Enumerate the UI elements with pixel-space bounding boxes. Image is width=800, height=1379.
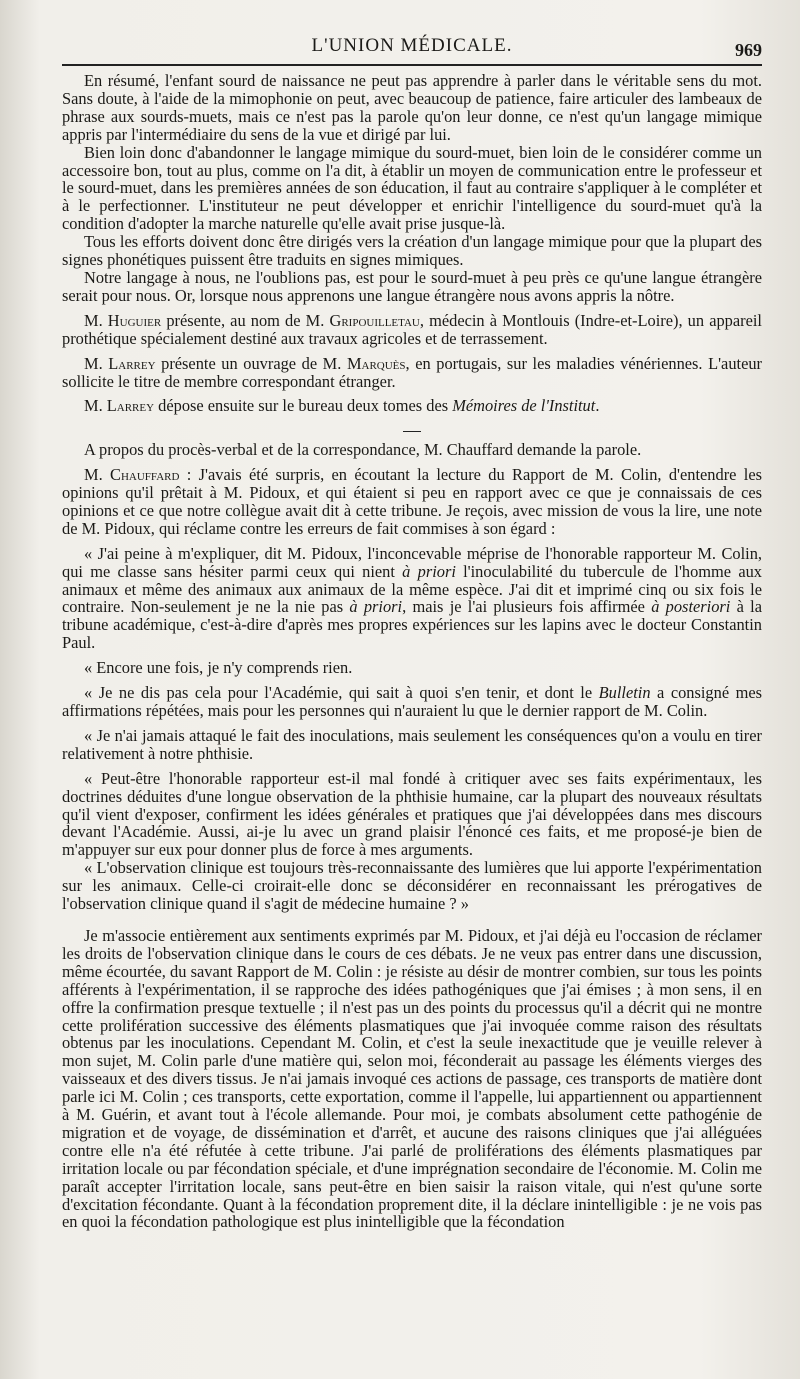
paragraph-16: Je m'associe entièrement aux sentiments exprimés par M. Pidoux, et j'ai déjà eu l'occasion de réclamer les droits de l'observation clinique dans le cours de ces débats. Je ne veux pas entrer dans une discussion, même écourtée, du savant Rapport de M. Colin : je résiste au désir de montrer combien, sur tous les points afférents à l'expérimentation, il se rapproche des idées pathogéniques que j'ai émises ; à mon sens, il en offre la confirmation presque textuelle ; il n'est pas un des points du processus qu'il a décrit qui ne montre cette prolifération successive des éléments plasmatiques que j'ai invoquée comme raison des résultats obtenus par les inoculations. Cependant M. Colin, et c'est la seule inexactitude que je veuille relever à mon sujet, M. Colin parle d'une matière qui, selon moi, féconderait au passage les éléments vierges des vaisseaux et des divers tissus. Je n'ai jamais invoqué ces actions de passage, ces transports de matière dont parle ici M. Colin ; ces transports, cette exportation, comme il l'appelle, lui appartiennent ou appartiennent à M. Guérin, et avant tout à l'école allemande. Pour moi, je combats absolument cette pathogénie de migration et de voyage, de dissémination et d'arrêt, et aucune des raisons cliniques que j'ai alléguées contre elle n'a été réfutée à cette tribune. J'ai parlé de proliférations des éléments plasmatiques par irritation locale ou par fécondation spéciale, et d'une imprégnation secondaire de l'économie. M. Colin me paraît accepter l'irritation locale, sans peut-être en bien saisir la raison vitale, qui n'est qu'une sorte d'excitation fécondante. Quant à la fécondation proprement dite, il la déclare inintelligible : je ne vois pas en quoi la fécondation pathologique est plus inintelligible que la fécondation xyxy=(62,925,762,1232)
paragraph-11: « Encore une fois, je n'y comprends rien. xyxy=(84,658,353,678)
speaker-name: M. Huguier xyxy=(84,310,162,330)
paragraph-9 xyxy=(62,466,762,538)
paragraph-12 xyxy=(62,684,762,720)
speaker-name: M. Chauffard xyxy=(84,465,180,485)
speaker-name: M. Larrey xyxy=(84,396,155,416)
paragraph-text: l'inoculabilité du tubercule de l'homme aux animaux et même des animaux aux animaux de la même espèce. J'ai dit et imprimé cinq ou six fois le contraire. Non-seulement je ne la nie pas xyxy=(62,561,762,617)
paragraph-1: En résumé, l'enfant sourd de naissance ne peut pas apprendre à parler dans le véritable sens du mot. Sans doute, à l'aide de la mimophonie on peut, avec beaucoup de patience, faire articuler des lambeaux de phrase aux sourds-muets, mais ce n'est pas la parole qu'on leur donne, ce n'est qu'un langage mimique appris par l'intermédiaire du sens de la vue et dirigé par lui. xyxy=(62,71,762,144)
paragraph-15: « L'observation clinique est toujours très-reconnaissante des lumières que lui apporte l'expérimentation sur les animaux. Celle-ci croirait-elle donc se déconsidérer en reconnaissant les prérogatives de l'observation clinique quand il s'agit de médecine humaine ? » xyxy=(62,858,762,914)
paragraph-text: , mais je l'ai plusieurs fois affirmée xyxy=(402,597,652,617)
paragraph-7 xyxy=(62,397,762,415)
paragraph-text: . xyxy=(595,396,600,416)
italic-term: à posteriori xyxy=(651,597,731,617)
paragraph-3: Tous les efforts doivent donc être dirigés vers la création d'un langage mimique pour que la plupart des signes phonétiques puissent être traduits en signes mimiques. xyxy=(62,232,762,270)
paragraph-6 xyxy=(62,355,762,391)
paragraph-4: Notre langage à nous, ne l'oublions pas, est pour le sourd-muet à peu près ce qu'une langue étrangère serait pour nous. Or, lorsque nous apprenons une langue étrangère nous avons appris la nôtre. xyxy=(62,267,762,305)
paragraph-text: , en portugais, sur les maladies vénériennes. L'auteur sollicite le titre de membre correspondant étranger. xyxy=(62,353,763,391)
italic-title: Mémoires de l'Institut xyxy=(452,396,596,416)
page-header xyxy=(62,30,762,64)
section-separator xyxy=(62,421,762,439)
paragraph-text: « J'ai peine à m'expliquer, dit M. Pidoux, l'inconcevable méprise de l'honorable rapporteur M. Colin, qui me classe sans hésiter parmi ceux qui nient xyxy=(62,543,762,581)
paragraph-text: a consigné mes affirmations répétées, mais pour les personnes qui n'auraient lu que le dernier rapport de M. Colin. xyxy=(62,683,763,720)
body-text xyxy=(62,72,762,1231)
paragraph-10 xyxy=(62,545,762,652)
person-name: Gripouilletau xyxy=(329,310,420,330)
paragraph-13: « Je n'ai jamais attaqué le fait des inoculations, mais seulement les conséquences qu'on a voulu en tirer relativement à notre phthisie. xyxy=(62,725,762,763)
running-title: L'UNION MÉDICALE. xyxy=(311,35,513,56)
paragraph-text: présente, au nom de M. xyxy=(161,310,330,330)
italic-term: à priori xyxy=(402,561,456,581)
person-name: Marquès xyxy=(346,353,406,373)
paragraph-14: « Peut-être l'honorable rapporteur est-il mal fondé à critiquer avec ses faits expérimentaux, les doctrines déduites d'une longue observation de la phthisie humaine, car la plupart des nouveaux résultats qu'il vient d'exposer, confirment les idées générales et pratiques que j'ai développées dans mes discours devant l'Académie. Aussi, ai-je lu avec un grand plaisir l'énoncé ces faits, et me proposé-je bien de m'appuyer sur eux pour donner plus de force à mes arguments. xyxy=(62,768,762,860)
speaker-name: M. Larrey xyxy=(84,353,156,373)
paragraph-text: « Je ne dis pas cela pour l'Académie, qui sait à quoi s'en tenir, et dont le xyxy=(84,683,599,703)
header-rule xyxy=(62,64,762,66)
paragraph-text: : J'avais été surpris, en écoutant la lecture du Rapport de M. Colin, d'entendre les opinions qu'il prêtait à M. Pidoux, et qui étaient si peu en rapport avec ce que je connaissais de ces opinions et ce que notre collègue avait dit à cette tribune. Je reçois, avec mission de vous la lire, une note de M. Pidoux, qui réclame contre les erreurs de fait commises à son égard : xyxy=(62,465,762,538)
paragraph-text: présente un ouvrage de M. xyxy=(155,353,347,373)
page-number: 969 xyxy=(735,40,762,60)
italic-term: à priori xyxy=(349,597,403,617)
paragraph-8: A propos du procès-verbal et de la correspondance, M. Chauffard demande la parole. xyxy=(84,440,642,460)
paragraph-text: dépose ensuite sur le bureau deux tomes des xyxy=(154,396,453,416)
paragraph-5 xyxy=(62,312,762,348)
paragraph-text: à la tribune académique, c'est-à-dire d'après mes propres expériences sur les lapins avec le docteur Constantin Paul. xyxy=(62,597,762,653)
paragraph-2: Bien loin donc d'abandonner le langage mimique du sourd-muet, bien loin de le considérer comme un accessoire bon, tout au plus, comme on l'a dit, à établir un moyen de communication entre le professeur et le sourd-muet, dans les premières années de son éducation, il faut au contraire s'appliquer à le compléter et à le perfectionner. L'instituteur ne peut développer et enrichir l'intelligence du sourd-muet qu'à la condition d'adopter la marche naturelle qu'elle avait prise jusque-là. xyxy=(62,142,762,234)
italic-title: Bulletin xyxy=(598,683,651,703)
paragraph-text: , médecin à Montlouis (Indre-et-Loire), un appareil prothétique spécialement destiné aux travaux agricoles et de terrassement. xyxy=(62,310,762,348)
